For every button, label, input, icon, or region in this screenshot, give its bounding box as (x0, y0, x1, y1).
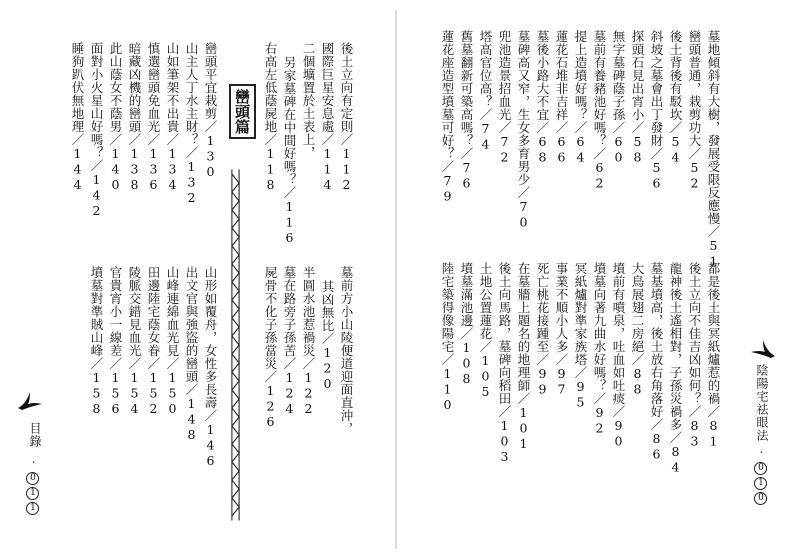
toc-entry[interactable]: 後土立向不佳吉凶如何？／83 (687, 262, 702, 449)
toc-entry[interactable]: 山主人丁水主財？／132 (184, 42, 199, 206)
toc-entry[interactable]: 墓前方小山陵便道迎面直沖， (339, 266, 354, 435)
bird-logo-icon (749, 338, 777, 360)
toc-entry[interactable]: 在墓牆上題名的地理師／101 (516, 262, 531, 452)
toc-entry[interactable]: 蓮花座造型墳墓可好？／79 (440, 30, 455, 204)
toc-entry[interactable]: 冥紙爐對準家族塔／95 (573, 262, 588, 410)
toc-entry[interactable]: 舊墓翻新可築高嗎？／76 (459, 30, 474, 191)
toc-entry[interactable]: 後土背後有駁坎／54 (668, 30, 683, 165)
toc-entry[interactable]: 巒頭普通，栽剪功大／52 (687, 30, 702, 191)
toc-entry[interactable]: 墓碑高又窄，生女多育男少／70 (516, 30, 531, 230)
toc-entry[interactable]: 都是後土與冥紙爐惹的禍／81 (706, 262, 721, 449)
toc-entry[interactable]: 山如筆架不出貴／134 (165, 42, 180, 193)
toc-entry[interactable]: 探頭石見出宵小／58 (630, 30, 645, 165)
toc-entry[interactable]: 後土立向有定則／112 (339, 42, 354, 193)
toc-entry[interactable]: 墓前有養豬池好嗎？／62 (592, 30, 607, 191)
toc-entry[interactable]: 墓在路旁子孫苦／124 (282, 266, 297, 417)
toc-entry[interactable]: 事業不順小人多／97 (554, 262, 569, 397)
toc-entry[interactable]: 其凶無比／120 (320, 280, 335, 392)
right-margin-title: 陰陽宅祛眼法 (755, 364, 769, 442)
decorative-border (231, 150, 240, 540)
toc-entry[interactable]: 土地公置蓮花／105 (478, 262, 493, 400)
left-margin-title: 目錄 (28, 422, 42, 448)
toc-entry[interactable]: 田邊陸宅蔭女眷／152 (146, 266, 161, 417)
toc-entry[interactable]: 墓基墳高，後土放右角落好／86 (649, 262, 664, 462)
right-page-number: ·010 (755, 446, 768, 505)
toc-entry[interactable]: 巒頭平宜栽剪／130 (203, 42, 218, 180)
toc-entry[interactable]: 墓地傾斜有大樹，發展受限反應慢／51 (706, 30, 721, 269)
toc-entry[interactable]: 半圓水池惹禍災／122 (301, 266, 316, 417)
toc-entry[interactable]: 山形如覆舟，女性多長壽／146 (203, 266, 218, 469)
toc-entry[interactable]: 陸宅築得像陽宅／110 (440, 262, 455, 413)
toc-entry[interactable]: 官貴宵小一線差／156 (108, 266, 123, 417)
toc-entry[interactable]: 塔高官位高？／74 (478, 30, 493, 152)
toc-entry[interactable]: 屍骨不化子孫當災／126 (263, 266, 278, 430)
toc-entry[interactable]: 斜坡之墓會出丁發財／56 (649, 30, 664, 191)
toc-entry[interactable]: 蓮花石堆非吉祥／66 (554, 30, 569, 165)
toc-entry[interactable]: 此山蔭女不蔭男／140 (108, 42, 123, 193)
section-heading: 巒頭篇 (229, 84, 256, 139)
toc-entry[interactable]: 後土向馬路，墓碑向稻田／103 (497, 262, 512, 465)
toc-entry[interactable]: 墳墓向著九曲水好嗎？／92 (592, 262, 607, 436)
toc-entry[interactable]: 面對小火星山好嗎？／142 (89, 42, 104, 219)
toc-entry[interactable]: 大鳥展翅二房絕／88 (630, 262, 645, 397)
toc-entry[interactable]: 右高左低蔭屍地／118 (263, 42, 278, 193)
bird-logo-icon (16, 388, 44, 412)
toc-entry[interactable]: 國際巨星安息處／114 (320, 42, 335, 193)
toc-entry[interactable]: 兜池造景招血光／72 (497, 30, 512, 165)
toc-entry[interactable]: 二個壙置於土表上， (301, 42, 316, 159)
toc-entry[interactable]: 墳墓對準賊山峰／158 (89, 266, 104, 417)
toc-entry[interactable]: 暗藏凶機的巒頭／138 (127, 42, 142, 193)
left-page (0, 0, 395, 559)
toc-entry[interactable]: 墳前有噴泉，吐血如吐痰／90 (611, 262, 626, 449)
toc-entry[interactable]: 無字墓碑蔭子孫／60 (611, 30, 626, 165)
toc-entry[interactable]: 提上造墳好嗎？／64 (573, 30, 588, 165)
toc-entry[interactable]: 另家墓碑在中間好嗎？／116 (282, 56, 297, 246)
toc-entry[interactable]: 出文官與強盜的巒頭／148 (184, 266, 199, 443)
right-page (397, 0, 793, 559)
toc-entry[interactable]: 墳墓滿池邊／108 (459, 262, 474, 387)
toc-entry[interactable]: 慎選巒頭免血光／136 (146, 42, 161, 193)
left-page-number: ·011 (27, 456, 40, 515)
toc-entry[interactable]: 山峰連綿血光見／150 (165, 266, 180, 417)
toc-entry[interactable]: 陵脈交錯見血光／154 (127, 266, 142, 417)
toc-entry[interactable]: 龍神後土遙相對，子孫災禍多／84 (668, 262, 683, 475)
toc-entry[interactable]: 墓後小路大不宜／68 (535, 30, 550, 165)
toc-entry[interactable]: 睡狗趴伏無地理／144 (70, 42, 85, 193)
toc-entry[interactable]: 死亡桃花接踵至／99 (535, 262, 550, 397)
